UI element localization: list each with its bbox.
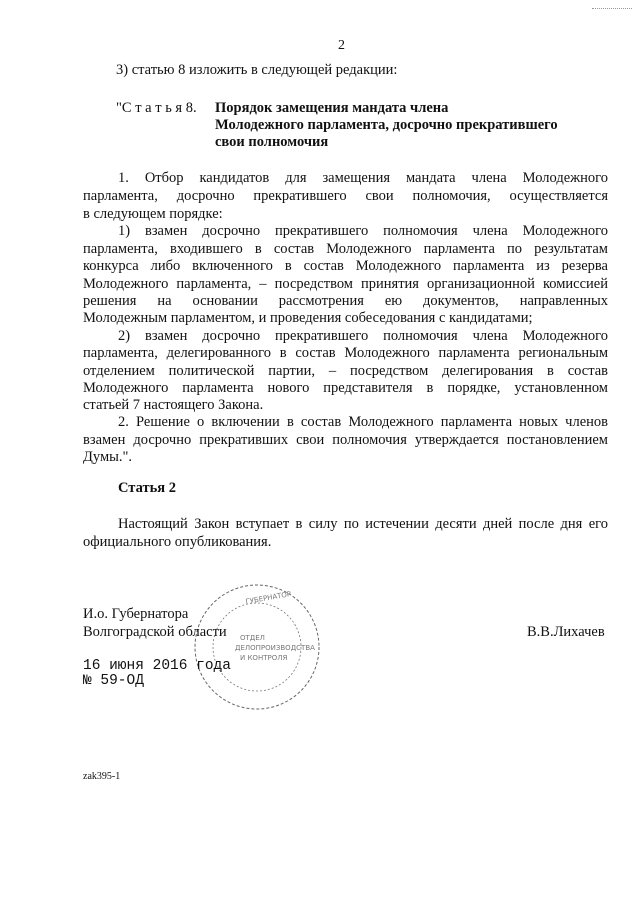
body-line: парламента, входившего в состав Молодежного парламента по результатам: [83, 241, 608, 257]
signatory-position: И.о. Губернатора: [83, 606, 189, 622]
svg-text:ДЕЛОПРОИЗВОДСТВА: ДЕЛОПРОИЗВОДСТВА: [235, 644, 315, 652]
body-line: Молодежным парламентом, и проведения собеседования с кандидатами;: [83, 310, 533, 326]
article-8-label: "С т а т ь я 8.: [116, 100, 197, 116]
body-line: конкурса либо включенного в состав Молодежного парламента из резерва: [83, 258, 608, 274]
body-line: статьей 7 настоящего Закона.: [83, 397, 264, 413]
svg-text:ГУБЕРНАТОР: ГУБЕРНАТОР: [244, 590, 292, 606]
body-line: 1. Отбор кандидатов для замещения мандата члена Молодежного: [118, 170, 608, 186]
law-date: 16 июня 2016 года: [83, 658, 231, 674]
law-number: № 59-ОД: [83, 673, 144, 689]
body-line: Молодежного парламента нового представителя в порядке, установленном: [83, 380, 608, 396]
article-2-text: официального опубликования.: [83, 534, 272, 550]
body-line: Молодежного парламента, – посредством принятия организационной комиссией: [83, 276, 608, 292]
body-line: 2. Решение о включении в состав Молодежного парламента новых членов: [118, 414, 608, 430]
body-line: Думы.".: [83, 449, 133, 465]
body-line: парламента, делегированного в состав Молодежного парламента региональным: [83, 345, 608, 361]
svg-text:ОТДЕЛ: ОТДЕЛ: [240, 634, 265, 642]
official-seal-stamp: [190, 580, 325, 715]
amendment-intro: 3) статью 8 изложить в следующей редакции:: [116, 62, 398, 78]
body-line: взамен досрочно прекративших свои полномочия утверждается постановлением: [83, 432, 608, 448]
body-line: парламента, досрочно прекратившего свои полномочия, осуществляется: [83, 188, 608, 204]
signatory-name: В.В.Лихачев: [527, 624, 605, 640]
body-line: отделением политической партии, – посредством делегирования в состав: [83, 363, 608, 379]
body-line: 1) взамен досрочно прекратившего полномочия члена Молодежного: [118, 223, 608, 239]
signatory-position: Волгоградской области: [83, 624, 227, 640]
article-8-title: Порядок замещения мандата члена: [215, 100, 449, 116]
page-number: 2: [338, 38, 345, 53]
body-line: 2) взамен досрочно прекратившего полномочия члена Молодежного: [118, 328, 608, 344]
svg-text:И КОНТРОЛЯ: И КОНТРОЛЯ: [240, 654, 288, 662]
document-code: zak395-1: [83, 771, 121, 782]
article-8-title: свои полномочия: [215, 134, 329, 150]
scan-corner-mark: [592, 2, 632, 9]
article-8-title: Молодежного парламента, досрочно прекратившего: [215, 117, 558, 133]
body-line: решения на основании рассмотрения ею документов, направленных: [83, 293, 608, 309]
article-2-text: Настоящий Закон вступает в силу по истечении десяти дней после дня его: [118, 516, 608, 532]
article-2-heading: Статья 2: [118, 480, 176, 496]
body-line: в следующем порядке:: [83, 206, 223, 222]
